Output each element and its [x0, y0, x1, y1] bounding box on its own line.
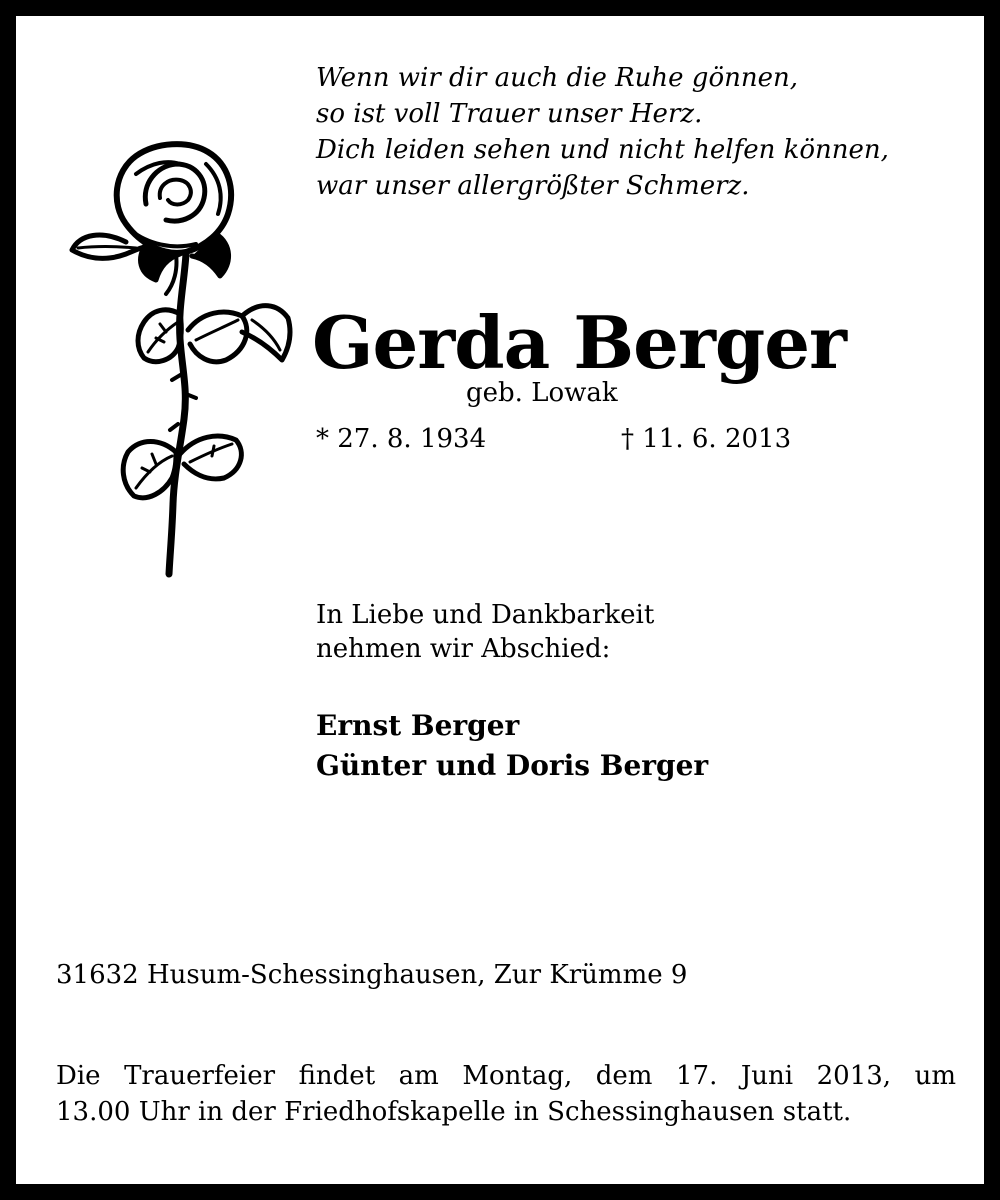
service-line: Die Trauerfeier findet am Montag, dem 17. Juni 2013, um	[56, 1061, 956, 1091]
poem-line: Dich leiden sehen und nicht helfen können,	[316, 135, 889, 165]
rose-icon	[56, 134, 296, 589]
death-date: † 11. 6. 2013	[621, 424, 792, 454]
birth-date: * 27. 8. 1934	[316, 424, 487, 454]
deceased-name: Gerda Berger	[312, 300, 846, 385]
farewell-text	[316, 598, 654, 666]
service-line: 13.00 Uhr in der Friedhofskapelle in Schessinghausen statt.	[56, 1097, 852, 1127]
funeral-service-info	[56, 1058, 956, 1130]
mourner-name: Ernst Berger	[316, 709, 520, 742]
farewell-line: nehmen wir Abschied:	[316, 634, 611, 664]
poem-line: Wenn wir dir auch die Ruhe gönnen,	[316, 63, 798, 93]
birth-name: geb. Lowak	[466, 378, 618, 408]
mourner-name: Günter und Doris Berger	[316, 749, 709, 782]
mourners	[316, 706, 708, 786]
poem-line: war unser allergrößter Schmerz.	[316, 171, 750, 201]
poem-line: so ist voll Trauer unser Herz.	[316, 99, 703, 129]
address: 31632 Husum-Schessinghausen, Zur Krümme 9	[56, 960, 688, 990]
farewell-line: In Liebe und Dankbarkeit	[316, 600, 655, 630]
poem	[316, 60, 889, 204]
